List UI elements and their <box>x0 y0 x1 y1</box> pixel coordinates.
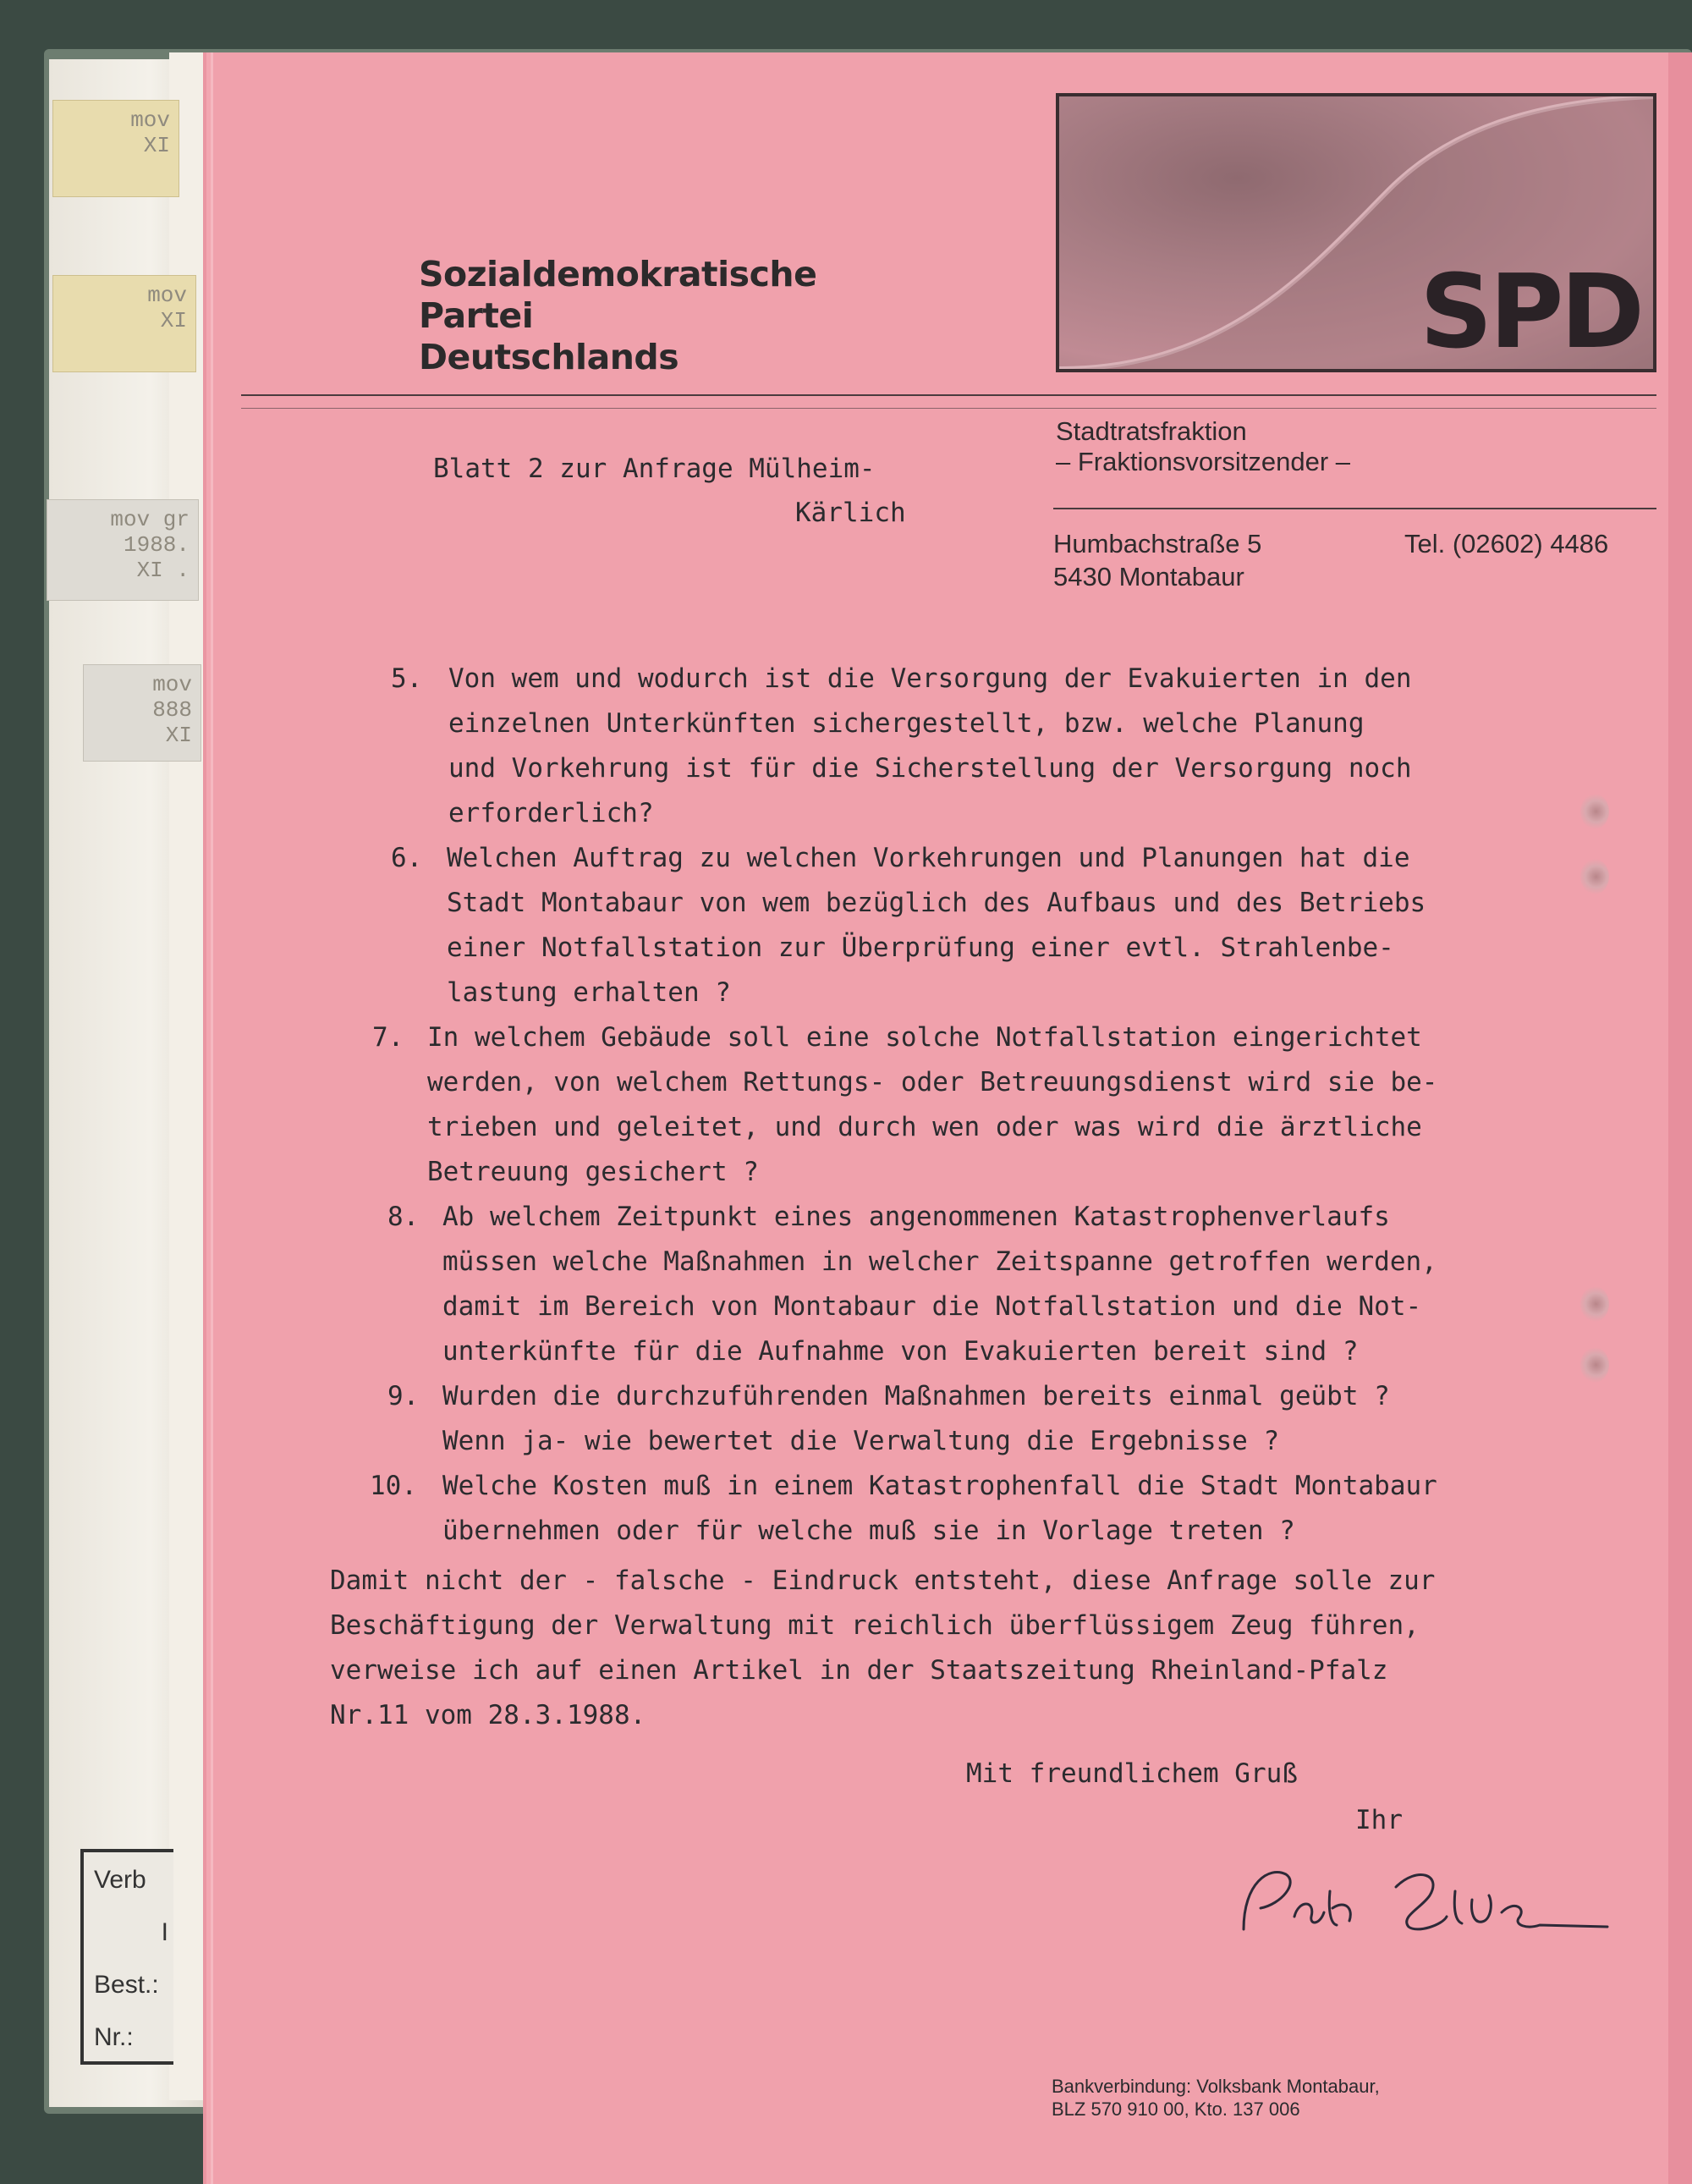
question-8 <box>442 1195 1437 1374</box>
spd-logo-text: SPD <box>1420 254 1641 371</box>
tab-text: mov <box>152 672 192 697</box>
signature <box>1235 1849 1616 1950</box>
bank-details <box>1052 2075 1380 2121</box>
question-line: erforderlich? <box>448 798 654 828</box>
question-10 <box>442 1464 1437 1554</box>
question-9 <box>442 1374 1390 1464</box>
question-7 <box>427 1015 1437 1195</box>
paragraph-line: Nr.11 vom 28.3.1988. <box>330 1700 646 1730</box>
question-line: Ab welchem Zeitpunkt eines angenommenen Katastrophenverlaufs <box>442 1202 1390 1232</box>
index-tab[interactable] <box>83 664 201 762</box>
question-number: 7. <box>372 1022 404 1053</box>
party-name-line: Sozialdemokratische <box>419 254 817 294</box>
question-line: werden, von welchem Rettungs- oder Betreuungsdienst wird sie be- <box>427 1067 1438 1098</box>
city-address: 5430 Montabaur <box>1053 562 1244 591</box>
punch-hole <box>1580 1347 1609 1383</box>
letter-page-edge <box>1668 52 1692 2184</box>
question-line: übernehmen oder für welche muß sie in Vorlage treten ? <box>442 1516 1295 1546</box>
stamp-line: Verb <box>94 1866 146 1894</box>
party-name <box>419 254 816 378</box>
question-line: Wurden die durchzuführenden Maßnahmen bereits einmal geübt ? <box>442 1381 1390 1411</box>
question-5 <box>448 657 1411 836</box>
question-number: 5. <box>391 663 423 694</box>
tab-text: mov <box>130 107 170 133</box>
party-name-line: Deutschlands <box>419 337 679 377</box>
question-line: lastung erhalten ? <box>447 977 731 1008</box>
question-line: Wenn ja- wie bewertet die Verwaltung die Ergebnisse ? <box>442 1426 1280 1456</box>
reference-line: Kärlich <box>795 498 906 528</box>
tab-text: 888 <box>152 697 192 723</box>
index-tab[interactable] <box>52 100 179 197</box>
question-number: 9. <box>387 1381 420 1411</box>
reference-line: Blatt 2 zur Anfrage Mülheim- <box>433 454 876 484</box>
tab-text: XI <box>160 308 187 333</box>
stamp-line: Nr.: <box>94 2023 134 2051</box>
spd-logo <box>1056 93 1656 372</box>
question-line: trieben und geleitet, und durch wen oder was wird die ärztliche <box>427 1112 1422 1142</box>
header-divider <box>241 394 1656 396</box>
tab-text: XI <box>165 723 192 748</box>
paragraph-line: Damit nicht der - falsche - Eindruck entsteht, diese Anfrage solle zur <box>330 1565 1436 1596</box>
street-address: Humbachstraße 5 <box>1053 529 1262 558</box>
punch-hole <box>1580 859 1609 894</box>
question-line: unterkünfte für die Aufnahme von Evakuierten bereit sind ? <box>442 1336 1359 1367</box>
bank-line: Bankverbindung: Volksbank Montabaur, <box>1052 2076 1380 2097</box>
tab-text: mov <box>147 283 187 308</box>
question-line: Stadt Montabaur von wem bezüglich des Aufbaus und des Betriebs <box>447 888 1426 918</box>
tab-text: XI <box>143 133 170 158</box>
question-line: Welche Kosten muß in einem Katastrophenfall die Stadt Montabaur <box>442 1471 1437 1501</box>
question-number: 6. <box>391 843 423 873</box>
stamp-line: Best.: <box>94 1971 159 1999</box>
greeting: Mit freundlichem Gruß <box>966 1758 1298 1789</box>
question-line: Welchen Auftrag zu welchen Vorkehrungen und Planungen hat die <box>447 843 1410 873</box>
index-tab[interactable] <box>52 275 196 372</box>
question-number: 8. <box>387 1202 420 1232</box>
question-6 <box>447 836 1426 1015</box>
header-divider <box>241 408 1656 409</box>
paragraph-line: verweise ich auf einen Artikel in der Staatszeitung Rheinland-Pfalz <box>330 1655 1388 1686</box>
question-line: müssen welche Maßnahmen in welcher Zeitspanne getroffen werden, <box>442 1246 1437 1277</box>
address-divider <box>1053 508 1656 509</box>
question-line: und Vorkehrung ist für die Sicherstellung der Versorgung noch <box>448 753 1412 784</box>
question-line: einer Notfallstation zur Überprüfung einer evtl. Strahlenbe- <box>447 932 1394 963</box>
party-name-line: Partei <box>419 295 534 336</box>
tab-text: mov gr <box>110 507 190 532</box>
stamp-line: I <box>161 1918 168 1946</box>
paragraph-line: Beschäftigung der Verwaltung mit reichlich überflüssigem Zeug führen, <box>330 1610 1420 1641</box>
index-tab[interactable] <box>47 499 199 601</box>
punch-hole <box>1580 1286 1609 1322</box>
question-line: Betreuung gesichert ? <box>427 1157 759 1187</box>
office-title: Stadtratsfraktion <box>1056 416 1247 446</box>
tab-text: XI . <box>136 558 190 583</box>
closing-paragraph <box>330 1559 1435 1738</box>
question-line: Von wem und wodurch ist die Versorgung der Evakuierten in den <box>448 663 1412 694</box>
question-number: 10. <box>370 1471 417 1501</box>
punch-hole <box>1580 794 1609 829</box>
tab-text: 1988. <box>123 532 190 558</box>
office-subtitle: – Fraktionsvorsitzender – <box>1056 447 1351 476</box>
archive-stamp <box>80 1849 173 2065</box>
question-line: damit im Bereich von Montabaur die Notfallstation und die Not- <box>442 1291 1422 1322</box>
sign-off: Ihr <box>1355 1805 1403 1835</box>
question-line: einzelnen Unterkünften sichergestellt, bzw. welche Planung <box>448 708 1365 739</box>
question-line: In welchem Gebäude soll eine solche Notfallstation eingerichtet <box>427 1022 1422 1053</box>
bank-line: BLZ 570 910 00, Kto. 137 006 <box>1052 2099 1300 2120</box>
phone-number: Tel. (02602) 4486 <box>1404 529 1609 558</box>
